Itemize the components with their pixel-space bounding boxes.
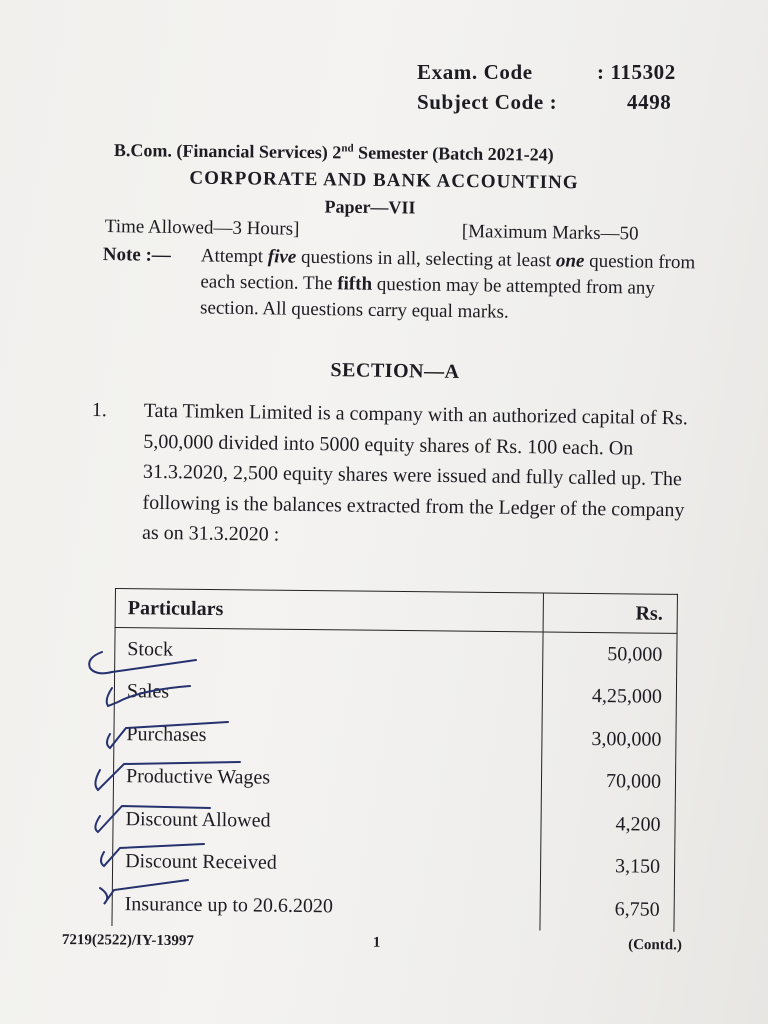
note-text [200, 243, 698, 328]
note-label: Note :— [102, 243, 172, 266]
exam-code-label: Exam. Code [417, 60, 533, 84]
particular-cell: Purchases [114, 713, 542, 760]
course-line [114, 140, 554, 166]
table-row [112, 883, 674, 931]
exam-code-value: : 115302 [597, 60, 676, 84]
course-name: B.Com. (Financial Services) 2 [113, 140, 342, 163]
particular-cell: Stock [115, 628, 543, 675]
exam-codes [417, 60, 676, 120]
maximum-marks: [Maximum Marks—50 [461, 220, 639, 245]
course-ordinal: nd [341, 142, 354, 155]
note-emph-five: five [267, 246, 297, 268]
continued-label: (Contd.) [628, 936, 682, 954]
particulars-header: Particulars [115, 589, 543, 632]
note-part: questions in all, selecting at least [296, 246, 557, 272]
amount-cell: 4,25,000 [542, 675, 676, 719]
particular-cell: Productive Wages [113, 755, 541, 802]
question-1 [90, 395, 697, 556]
time-marks-line [105, 216, 695, 246]
particular-cell: Sales [114, 671, 542, 718]
subject-title: CORPORATE AND BANK ACCOUNTING [189, 167, 579, 194]
amount-cell: 70,000 [541, 760, 675, 804]
amount-cell: 3,00,000 [542, 717, 676, 761]
ledger-balances-table [111, 588, 678, 931]
amount-cell: 6,750 [540, 887, 674, 931]
question-text: Tata Timken Limited is a company with an authorized capital of Rs. 5,00,000 divided into 5000 equity shares of Rs. 100 each. On 31.3.2020, 2,500 equity shares were issued and fully called up. The following is the balances extracted from the Ledger of the company as on 31.3.2020 : [141, 399, 688, 546]
table-row [112, 840, 674, 888]
note-part: Attempt [200, 245, 268, 268]
table-row [115, 628, 677, 677]
rs-header: Rs. [543, 593, 677, 633]
page-number: 1 [372, 934, 381, 951]
subject-code-value: 4498 [627, 90, 672, 114]
note-part: question from each section. The [200, 250, 696, 295]
subject-code-row [417, 90, 676, 120]
particular-cell: Discount Received [112, 840, 540, 887]
table-row [114, 671, 676, 719]
table-header-row [115, 589, 677, 634]
instructions-note [102, 242, 698, 328]
question-number: 1. [91, 398, 107, 422]
table-row [113, 755, 675, 803]
course-semester: Semester (Batch 2021-24) [353, 142, 554, 165]
note-part: question may be attempted from any section. All questions carry equal marks. [199, 273, 656, 323]
paper-code: 7219(2522)/IY-13997 [61, 932, 194, 950]
exam-code-row [417, 60, 676, 90]
time-allowed: Time Allowed—3 Hours] [104, 216, 300, 240]
section-heading: SECTION—A [330, 359, 460, 383]
particular-cell: Insurance up to 20.6.2020 [112, 883, 540, 930]
table-row [113, 798, 675, 846]
amount-cell: 4,200 [541, 802, 675, 846]
page-footer [61, 932, 682, 954]
amount-cell: 3,150 [540, 845, 674, 889]
table-row [114, 713, 676, 761]
note-emph-one: one [555, 250, 585, 272]
paper-number: Paper—VII [324, 196, 416, 218]
particular-cell: Discount Allowed [113, 798, 541, 845]
note-emph-fifth: fifth [337, 273, 373, 295]
subject-code-label: Subject Code : [417, 90, 558, 114]
amount-cell: 50,000 [543, 632, 677, 676]
